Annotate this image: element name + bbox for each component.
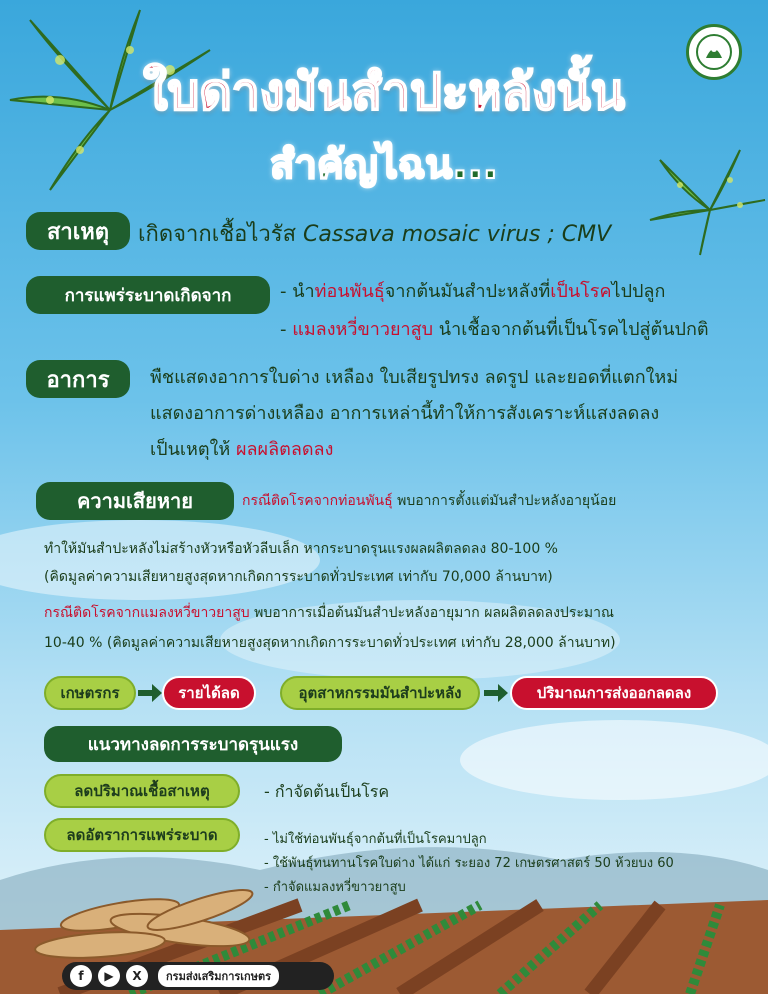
yield-decrease-text: ผลผลิตลดลง xyxy=(235,439,334,460)
spread-label: การแพร่ระบาดเกิดจาก xyxy=(26,276,270,314)
prevention-label: แนวทางลดการระบาดรุนแรง xyxy=(44,726,342,762)
x-twitter-icon[interactable]: X xyxy=(126,965,148,987)
cause-label: สาเหตุ xyxy=(26,212,130,250)
spread-item-1-red2: เป็นโรค xyxy=(550,281,612,302)
damage-case-1-line-3: (คิดมูลค่าความเสียหายสูงสุดหากเกิดการระบาดทั่วประเทศ เท่ากับ 70,000 ล้านบาท) xyxy=(44,569,553,585)
damage-case-1-red: กรณีติดโรคจากท่อนพันธุ์ xyxy=(242,493,393,509)
cause-text xyxy=(138,216,611,251)
symptom-line-3-prefix: เป็นเหตุให้ xyxy=(150,439,236,460)
industry-badge: อุตสาหกรรมมันสำปะหลัง xyxy=(280,676,480,710)
damage-case-2 xyxy=(44,602,614,624)
symptom-line-1: พืชแสดงอาการใบด่าง เหลือง ใบเสียรูปทรง ลดรูป และยอดที่แตกใหม่ xyxy=(150,367,679,388)
spread-item-1-suffix: ไปปลูก xyxy=(611,281,666,302)
reduce-spread-item-1: - ไม่ใช้ท่อนพันธุ์จากต้นที่เป็นโรคมาปลูก xyxy=(264,832,487,847)
facebook-icon[interactable]: f xyxy=(70,965,92,987)
page-title: ใบด่างมันสำปะหลังนั้น xyxy=(143,63,625,121)
arrow-right-icon-2 xyxy=(484,684,508,702)
spread-item-1 xyxy=(280,276,665,305)
footer-label: กรมส่งเสริมการเกษตร xyxy=(158,965,279,987)
page-subtitle: สำคัญไฉน... xyxy=(269,142,498,188)
youtube-icon[interactable]: ▶ xyxy=(98,965,120,987)
income-decrease-badge: รายได้ลด xyxy=(162,676,256,710)
spread-item-1-prefix: - นำ xyxy=(280,281,315,302)
reduce-source-item: - กำจัดต้นเป็นโรค xyxy=(264,782,390,801)
damage-case-1-text: พบอาการตั้งแต่มันสำปะหลังอายุน้อย xyxy=(392,493,617,509)
spread-item-1-mid: จากต้นมันสำปะหลังที่ xyxy=(384,281,551,302)
damage-case-1-line-2: ทำให้มันสำปะหลังไม่สร้างหัวหรือหัวลีบเล็ก หากระบาดรุนแรงผลผลิตลดลง 80-100 % xyxy=(44,541,558,557)
spread-item-2 xyxy=(280,314,709,343)
spread-item-2-prefix: - xyxy=(280,319,293,340)
spread-item-1-red1: ท่อนพันธุ์ xyxy=(314,281,385,302)
damage-case-1 xyxy=(242,490,616,512)
symptom-line-2: แสดงอาการด่างเหลือง อาการเหล่านี้ทำให้การสังเคราะห์แสงลดลง xyxy=(150,403,660,424)
damage-case-2-line-2: 10-40 % (คิดมูลค่าความเสียหายสูงสุดหากเกิดการระบาดทั่วประเทศ เท่ากับ 28,000 ล้านบาท) xyxy=(44,635,616,651)
footer-bar xyxy=(62,962,334,990)
farmer-badge: เกษตรกร xyxy=(44,676,136,710)
reduce-spread-badge: ลดอัตราการแพร่ระบาด xyxy=(44,818,240,852)
reduce-spread-item-2: - ใช้พันธุ์ทนทานโรคใบด่าง ได้แก่ ระยอง 72 เกษตรศาสตร์ 50 ห้วยบง 60 xyxy=(264,856,674,871)
damage-case-2-text: พบอาการเมื่อต้นมันสำปะหลังอายุมาก ผลผลิตลดลงประมาณ xyxy=(249,605,614,621)
reduce-source-badge: ลดปริมาณเชื้อสาเหตุ xyxy=(44,774,240,808)
virus-name: Cassava mosaic virus ; CMV xyxy=(303,222,612,247)
reduce-spread-item-3: - กำจัดแมลงหวี่ขาวยาสูบ xyxy=(264,880,406,895)
spread-item-2-red: แมลงหวี่ขาวยาสูบ xyxy=(292,319,434,340)
damage-case-2-red: กรณีติดโรคจากแมลงหวี่ขาวยาสูบ xyxy=(44,605,250,621)
damage-label: ความเสียหาย xyxy=(36,482,234,520)
symptom-label: อาการ xyxy=(26,360,130,398)
export-decrease-badge: ปริมาณการส่งออกลดลง xyxy=(510,676,718,710)
symptom-line-3 xyxy=(150,434,333,463)
spread-item-2-suffix: นำเชื้อจากต้นที่เป็นโรคไปสู่ต้นปกติ xyxy=(433,319,709,340)
cause-prefix: เกิดจากเชื้อไวรัส xyxy=(138,222,304,247)
arrow-right-icon xyxy=(138,684,162,702)
